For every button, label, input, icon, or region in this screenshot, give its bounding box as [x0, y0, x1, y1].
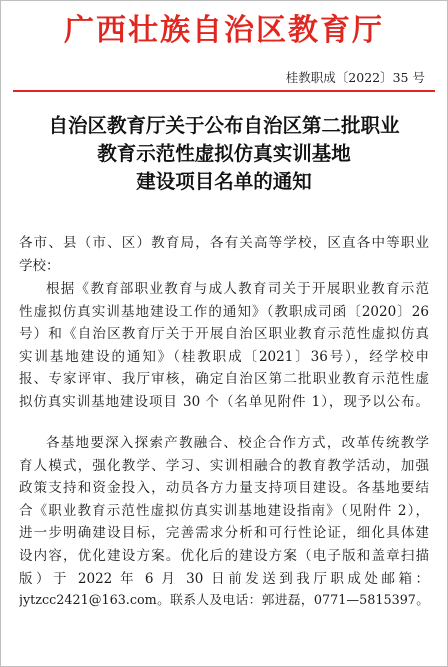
paragraph-line: 报、专家评审、我厅审核，确定自治区第二批职业教育示范性虚	[19, 371, 429, 388]
paragraph-line: 育人模式，强化教学、学习、实训相融合的教育教学活动，加强	[19, 457, 429, 474]
paragraph-line: 进一步明确建设目标，完善需求分析和可行性论证，细化具体建	[19, 525, 429, 542]
paragraph-line: 拟仿真实训基地建设项目 30 个（名单见附件 1），现予以公布。	[19, 393, 429, 410]
red-separator-line	[13, 90, 435, 92]
title-line-1: 自治区教育厅关于公布自治区第二批职业	[48, 114, 400, 137]
body-paragraph-2	[19, 432, 429, 613]
paragraph-line: jytzcc2421@163.com。联系人及电话：郭进磊，0771—5815397。	[19, 593, 429, 609]
paragraph-line: 根据《教育部职业教育与成人教育司关于开展职业教育示范	[46, 281, 429, 297]
title-line-3: 建设项目名单的通知	[136, 170, 312, 193]
paragraph-line: 实训基地建设的通知》（桂教职成〔2021〕36号），经学校申	[19, 348, 429, 365]
paragraph-line: 政策支持和资金投入，动员各方力量支持项目建设。各基地要结	[19, 480, 429, 497]
addressee-line: 学校：	[19, 257, 60, 274]
document-number: 桂教职成〔2022〕35 号	[285, 70, 425, 85]
addressee	[19, 232, 429, 277]
paragraph-line: 版）于 2022 年 6 月 30 日前发送到我厅职成处邮箱：	[19, 570, 429, 587]
issuing-authority-header: 广西壮族自治区教育厅	[64, 13, 384, 48]
document-title	[1, 112, 447, 196]
paragraph-line: 号）和《自治区教育厅关于开展自治区职业教育示范性虚拟仿真	[19, 326, 429, 343]
body-paragraph-1	[19, 278, 429, 414]
paragraph-line: 性虚拟仿真实训基地建设工作的通知》（教职成司函〔2020〕26	[19, 303, 429, 320]
title-line-2: 教育示范性虚拟仿真实训基地	[97, 142, 351, 165]
paragraph-line: 各基地要深入探索产教融合、校企合作方式，改革传统教学	[46, 435, 429, 451]
paragraph-line: 设内容，优化建设方案。优化后的建设方案（电子版和盖章扫描	[19, 547, 429, 564]
paragraph-line: 合《职业教育示范性虚拟仿真实训基地建设指南》（见附件 2），	[19, 502, 429, 519]
addressee-line: 各市、县（市、区）教育局，各有关高等学校，区直各中等职业	[19, 235, 429, 251]
